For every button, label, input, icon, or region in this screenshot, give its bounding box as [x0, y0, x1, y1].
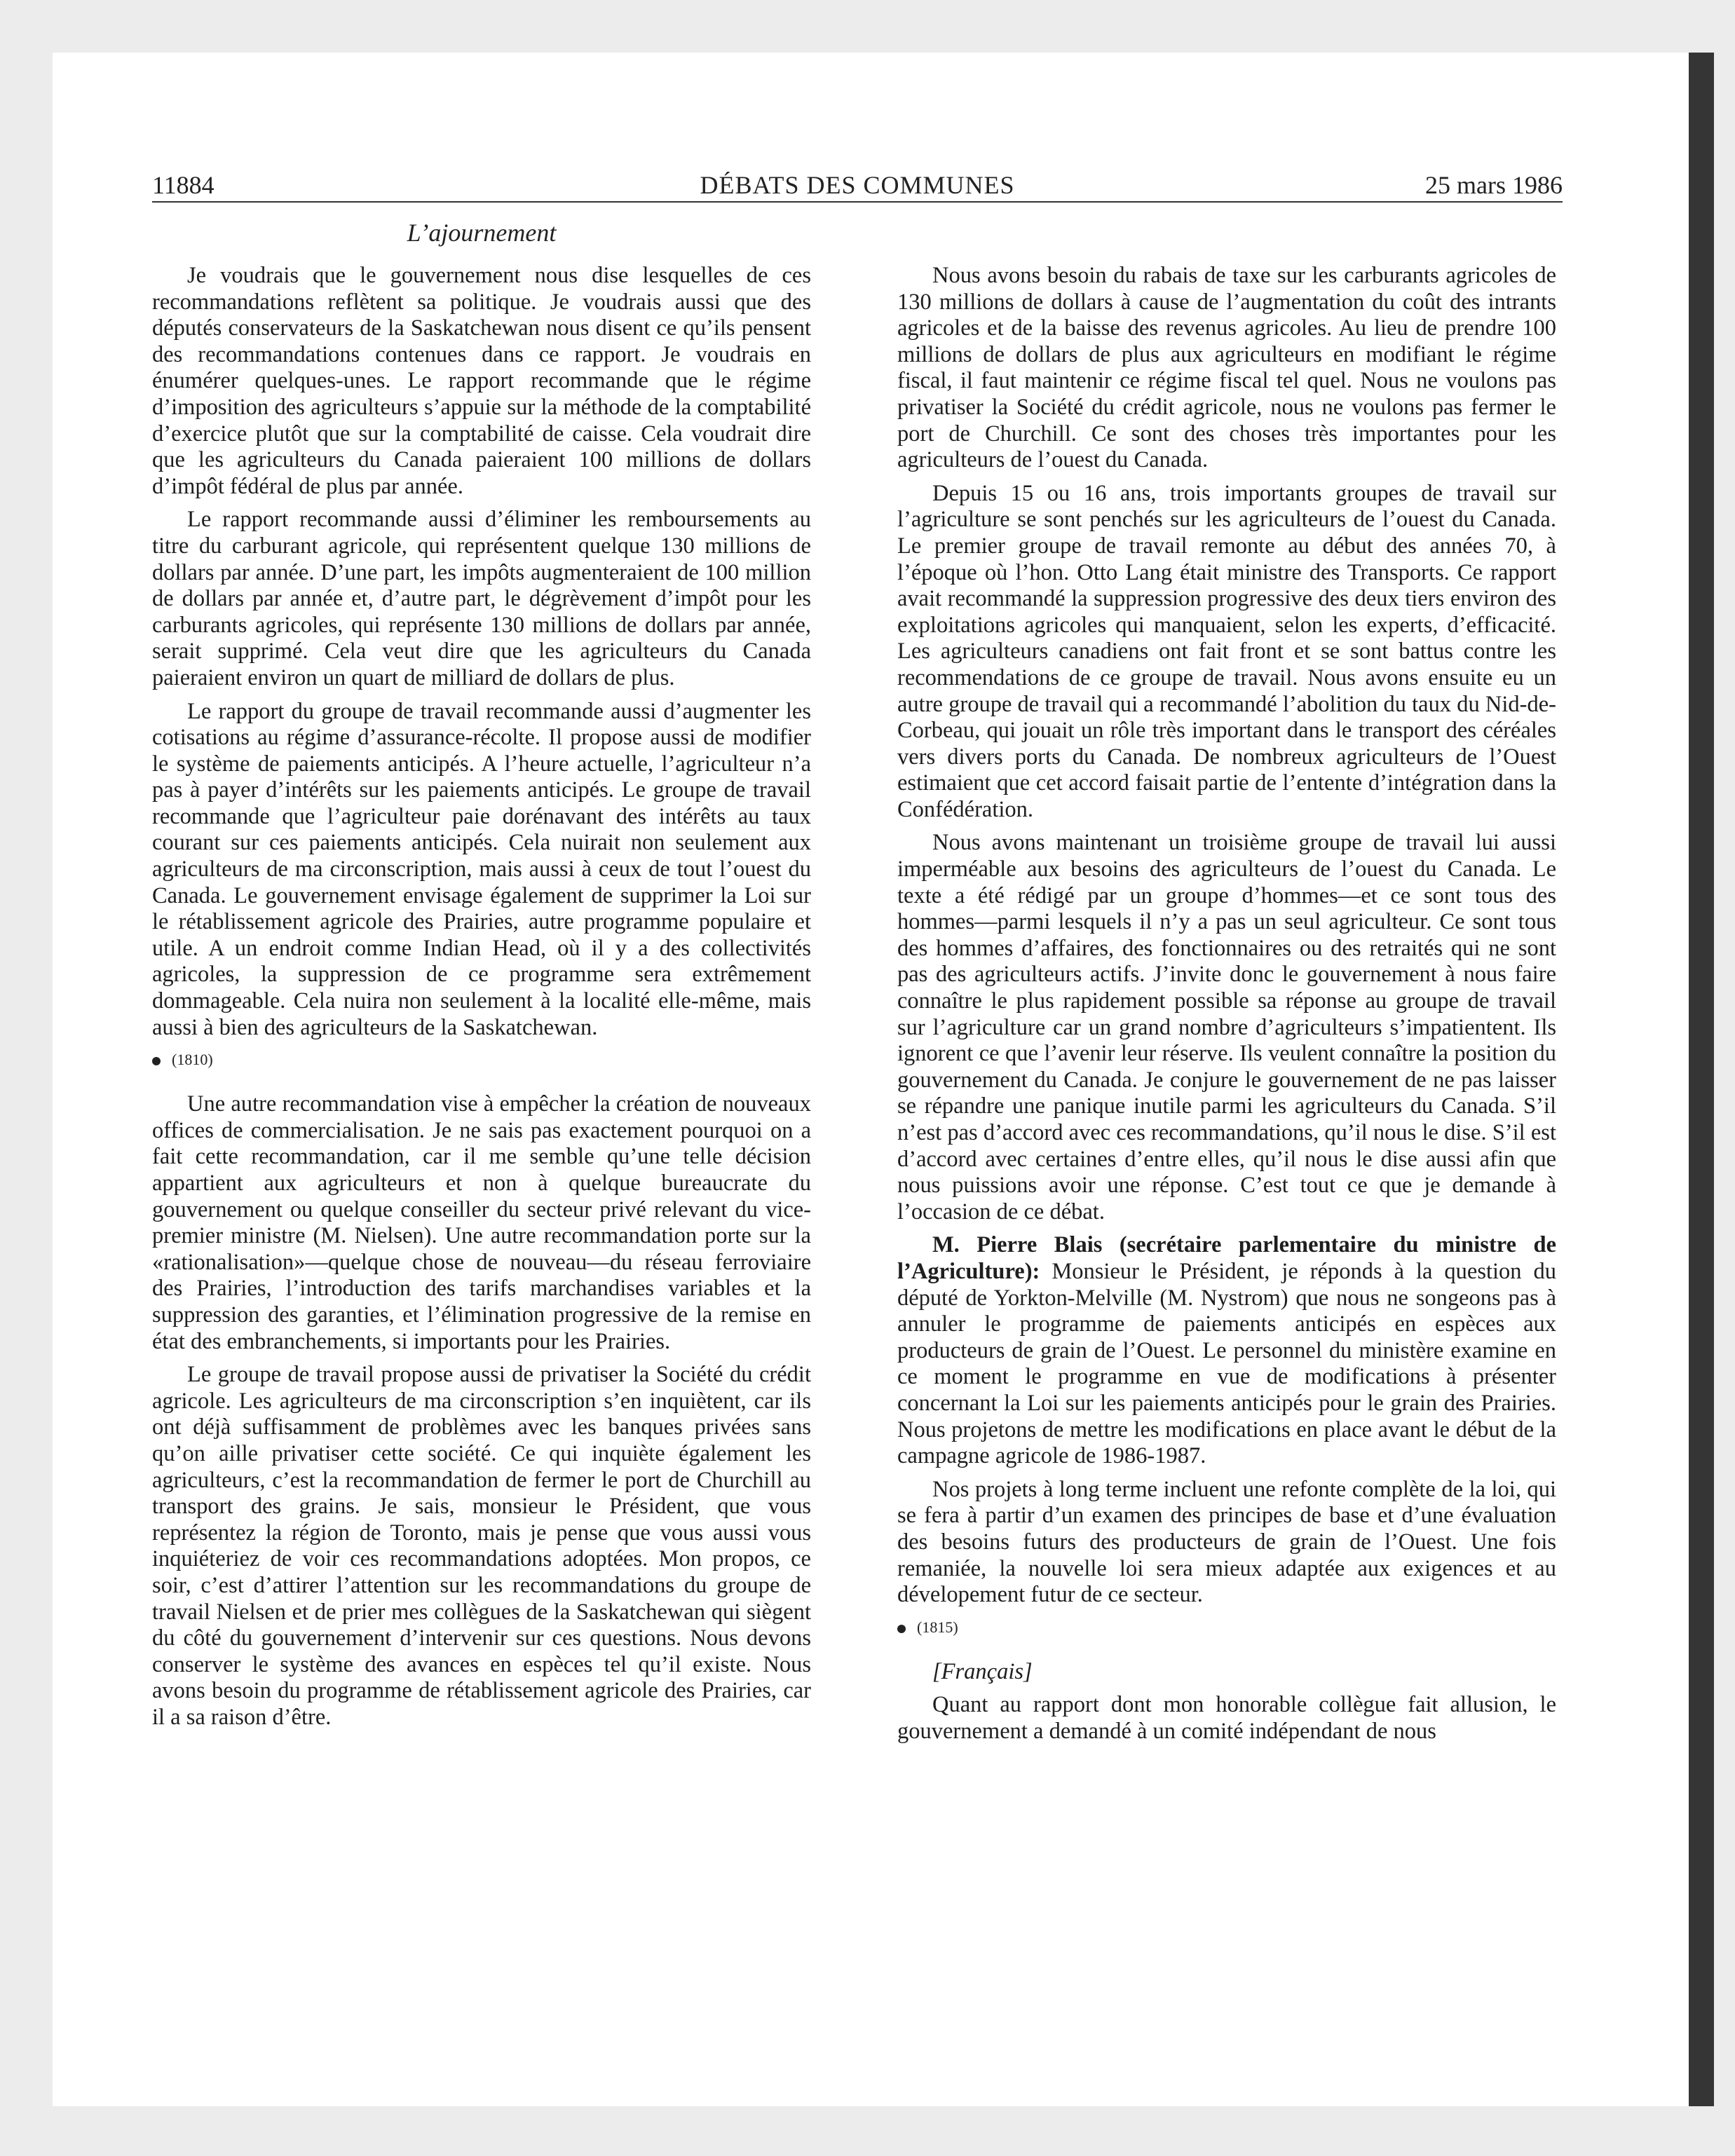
time-marker-label: (1815) — [917, 1618, 958, 1636]
paragraph: Une autre recommandation vise à empêcher la création de nouveaux offices de commercialisation. Je ne sais pas exactement pourquoi on a fait cette recommandation, car il me semble qu’une telle décision appartient aux agriculteurs et non à quelque bureaucrate du gouvernement ou quelque conseiller du secteur privé relevant du vice-premier ministre (M. Nielsen). Une autre recommandation porte sur la «rationalisation»—quelque chose de nouveau—du réseau ferroviaire des Prairies, l’introduction des tarifs marchandises variables et la suppression des garanties, et l’élimination progressive de la remise en état des embranchements, si importants pour les Prairies. — [152, 1091, 811, 1354]
bullet-icon — [897, 1625, 906, 1633]
language-tag: [Français] — [932, 1658, 1033, 1684]
page-header — [152, 169, 1563, 203]
time-marker — [897, 1617, 1556, 1638]
scan-edge-bar — [1689, 53, 1714, 2106]
page-number: 11884 — [152, 171, 215, 199]
time-marker — [152, 1049, 811, 1070]
paragraph: Le rapport du groupe de travail recommande aussi d’augmenter les cotisations au régime d’assurance-récolte. Il propose aussi de modifier le système de paiements anticipés. A l’heure actuelle, l’agriculteur n’a pas à payer d’intérêts sur les paiements anticipés. Le groupe de travail recommande que l’agriculteur paie dorénavant des intérêts au taux courant sur ces paiements anticipés. Cela nuirait non seulement aux agriculteurs de ma circonscription, mais aussi à ceux de tout l’ouest du Canada. Le gouvernement envisage également de supprimer la Loi sur le rétablissement agricole des Prairies, autre programme populaire et utile. A un endroit comme Indian Head, où il y a des collectivités agricoles, la suppression de ce programme sera extrêmement dommageable. Cela nuira non seulement à la localité elle-même, mais aussi à bien des agriculteurs de la Saskatchewan. — [152, 698, 811, 1040]
paragraph: Quant au rapport dont mon honorable collègue fait allusion, le gouvernement a demandé à un comité indépendant de nous — [897, 1692, 1556, 1744]
document-page — [53, 53, 1714, 2106]
paragraph: Depuis 15 ou 16 ans, trois importants groupes de travail sur l’agriculture se sont penchés sur les agriculteurs de l’ouest du Canada. Le premier groupe de travail remonte au début des années 70, à l’époque où l’hon. Otto Lang était ministre des Transports. Ce rapport avait recommandé la suppression progressive des deux tiers environ des exploitations agricoles qui manquaient, selon les experts, d’efficacité. Les agriculteurs canadiens ont fait front et se sont battus contre les recommendations de ce groupe de travail. Nous avons ensuite eu un autre groupe de travail qui a recommandé l’abolition du taux du Nid-de-Corbeau, qui jouait un rôle très important dans le transport des céréales vers divers ports du Canada. De nombreux agriculteurs de l’Ouest estimaient que cet accord faisait partie de l’entente d’intégration dans la Confédération. — [897, 480, 1556, 822]
paragraph: Le groupe de travail propose aussi de privatiser la Société du crédit agricole. Les agriculteurs de ma circonscription s’en inquiètent, car ils ont déjà suffisamment de problèmes avec les banques privées sans qu’on aille privatiser cette société. Ce qui inquiète également les agriculteurs, c’est la recommandation de fermer le port de Churchill au transport des grains. Je sais, monsieur le Président, que vous représentez la région de Toronto, mais je pense que vous aussi vous inquiéteriez de voir ces recommandations adoptées. Mon propos, ce soir, c’est d’attirer l’attention sur les recommandations du groupe de travail Nielsen et de prier mes collègues de la Saskatchewan qui siègent du côté du gouvernement d’intervenir sur ces questions. Nous devons conserver le système des avances en espèces tel qu’il existe. Nous avons besoin du programme de rétablissement agricole des Prairies, car il a sa raison d’être. — [152, 1362, 811, 1730]
journal-title: DÉBATS DES COMMUNES — [700, 171, 1015, 199]
speaker-text: Monsieur le Président, je réponds à la question du député de Yorkton-Melville (M. Nystrom) que nous ne songeons pas à annuler le programme de paiements anticipés en espèces aux producteurs de grain de l’Ouest. Le personnel du ministère examine en ce moment le programme en vue de modifications à présenter concernant la Loi sur les paiements anticipés pour le grain des Prairies. Nous projetons de mettre les modifications en place avant le début de la campagne agricole de 1986-1987. — [897, 1258, 1556, 1469]
issue-date: 25 mars 1986 — [1425, 171, 1563, 199]
speaker-name: M. Pierre Blais (secrétaire parlementaire du ministre de l’Agriculture): — [897, 1232, 1556, 1284]
paragraph: Je voudrais que le gouvernement nous dise lesquelles de ces recommandations reflètent sa politique. Je voudrais aussi que des députés conservateurs de la Saskatchewan nous disent ce qu’ils pensent des recommandations contenues dans ce rapport. Je voudrais en énumérer quelques-unes. Le rapport recommande que le régime d’imposition des agriculteurs s’appuie sur la méthode de la comptabilité d’exercice plutôt que sur la comptabilité de caisse. Cela voudrait dire que les agriculteurs du Canada paieraient 100 millions de dollars d’impôt fédéral de plus par année. — [152, 263, 811, 499]
speaker-paragraph — [897, 1232, 1556, 1469]
right-column — [897, 263, 1556, 2085]
paragraph: Nos projets à long terme incluent une refonte complète de la loi, qui se fera à partir d’un examen des principes de base et d’une évaluation des besoins futurs des producteurs de grain de l’Ouest. Une fois remaniée, la nouvelle loi sera mieux adaptée aux exigences et au dévelopement futur de ce secteur. — [897, 1476, 1556, 1608]
left-column — [152, 263, 811, 2085]
bullet-icon — [152, 1057, 161, 1065]
time-marker-label: (1810) — [172, 1051, 213, 1069]
section-title: L’ajournement — [407, 219, 557, 247]
paragraph: Nous avons maintenant un troisième groupe de travail lui aussi imperméable aux besoins des agriculteurs de l’ouest du Canada. Le texte a été rédigé par un groupe d’hommes—et ce sont tous des hommes—parmi lesquels il n’y a pas un seul agriculteur. Ce sont tous des hommes d’affaires, des fonctionnaires ou des retraités qui ne sont pas des agriculteurs actifs. J’invite donc le gouvernement à nous faire connaître le plus rapidement possible sa réponse au groupe de travail sur l’agriculture car un grand nombre d’agriculteurs s’impatientent. Ils ignorent ce que l’avenir leur réserve. Ils veulent connaître la position du gouvernement du Canada. Je conjure le gouvernement de ne pas laisser se répandre une panique inutile parmi les agriculteurs du Canada. S’il n’est pas d’accord avec ces recommandations, qu’il nous le dise. S’il est d’accord avec certaines d’entre elles, qu’il nous le dise aussi afin que nous puissions avoir une réponse. C’est tout ce que je demande à l’occasion de ce débat. — [897, 830, 1556, 1224]
paragraph: Le rapport recommande aussi d’éliminer les remboursements au titre du carburant agricole, qui représentent quelque 130 millions de dollars par année. D’une part, les impôts augmenteraient de 100 million de dollars par année et, d’autre part, le dégrèvement d’impôt pour les carburants agricoles, qui représente 130 millions de dollars par année, serait supprimé. Cela veut dire que les agriculteurs du Canada paieraient environ un quart de milliard de dollars de plus. — [152, 507, 811, 690]
paragraph: Nous avons besoin du rabais de taxe sur les carburants agricoles de 130 millions de dollars à cause de l’augmentation du coût des intrants agricoles et de la baisse des revenus agricoles. Au lieu de prendre 100 millions de dollars de plus aux agriculteurs en modifiant le régime fiscal, il faut maintenir ce régime fiscal tel quel. Nous ne voulons pas privatiser la Société du crédit agricole, nous ne voulons pas fermer le port de Churchill. Ce sont des choses très importantes pour les agriculteurs de l’ouest du Canada. — [897, 263, 1556, 473]
